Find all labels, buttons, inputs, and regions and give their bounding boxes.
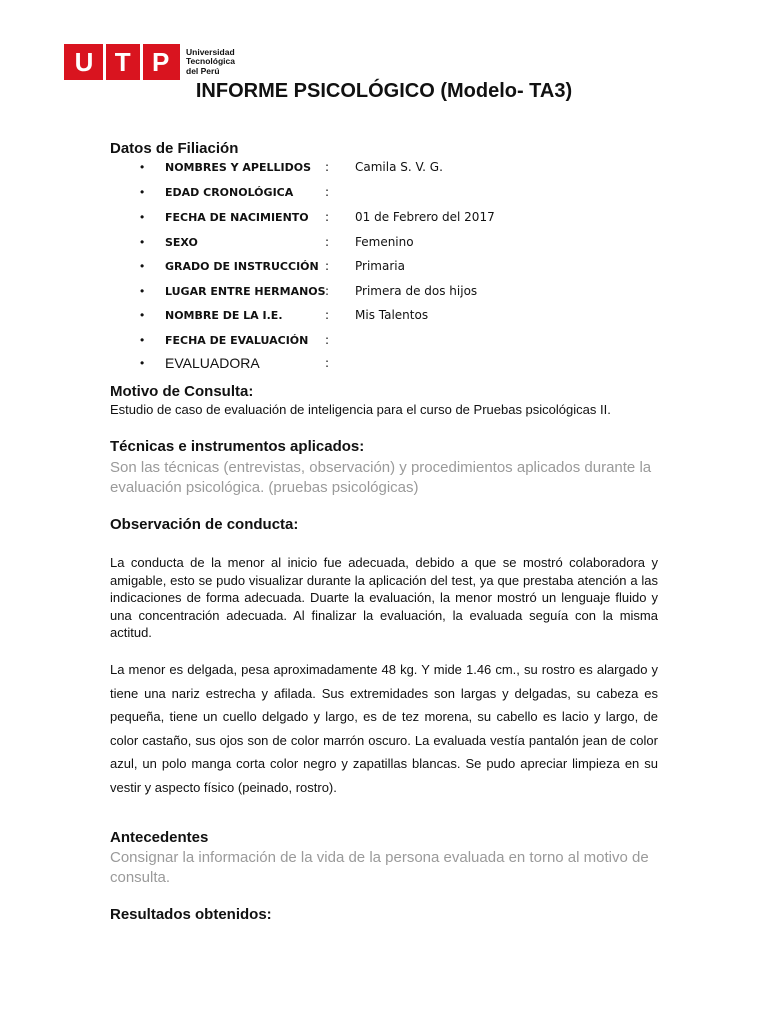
filiacion-item <box>140 282 477 300</box>
filiacion-value: Camila S. V. G. <box>355 160 443 174</box>
colon: : <box>325 185 330 199</box>
bullet-icon: • <box>140 259 145 273</box>
filiacion-label: FECHA DE NACIMIENTO <box>165 210 309 224</box>
filiacion-label: NOMBRES Y APELLIDOS <box>165 160 312 174</box>
logo-text-line: Universidad <box>186 46 235 57</box>
logo-separator <box>103 44 106 80</box>
utp-logo <box>64 44 235 80</box>
colon: : <box>325 235 330 249</box>
observacion-paragraph-1: La conducta de la menor al inicio fue adecuada, debido a que se mostró colaboradora y amigable, esto se pudo visualizar durante la aplicación del test, ya que prestaba atención a las indicaciones de forma adecuada. Duarte la evaluación, la menor mostró un lenguaje fluido y una concentración adecuada. Al finalizar la evaluación, la evaluada seguía con la misma actitud. <box>110 555 658 640</box>
colon: : <box>325 356 330 370</box>
bullet-icon: • <box>140 185 145 199</box>
motivo-text: Estudio de caso de evaluación de inteligencia para el curso de Pruebas psicológicas II. <box>110 402 611 417</box>
tecnicas-heading: Técnicas e instrumentos aplicados: <box>110 438 365 455</box>
antecedentes-text: Consignar la información de la vida de la persona evaluada en torno al motivo de consulta. <box>110 849 649 886</box>
filiacion-label: EVALUADORA <box>165 355 260 371</box>
observacion-paragraph-2: La menor es delgada, pesa aproximadamente 48 kg. Y mide 1.46 cm., su rostro es alargado y tiene una nariz estrecha y afilada. Sus extremidades son largas y delgadas, su cabeza es pequeña, tiene un cuello delgado y largo, es de tez morena, su cabello es lacio y largo, de color castaño, sus ojos son de color marrón oscuro. La evaluada vestía pantalón jean de color azul, un polo manga corta color negro y zapatillas blancas. Se pudo apreciar limpieza en su vestir y aspecto físico (peinado, rostro). <box>110 662 658 795</box>
filiacion-item <box>140 306 428 324</box>
bullet-icon: • <box>140 333 145 347</box>
colon: : <box>325 308 330 322</box>
tecnicas-text: Son las técnicas (entrevistas, observación) y procedimientos aplicados durante la evaluación psicológica. (pruebas psicológicas) <box>110 459 652 496</box>
filiacion-value: 01 de Febrero del 2017 <box>355 210 495 224</box>
antecedentes-heading: Antecedentes <box>110 829 209 846</box>
filiacion-label: EDAD CRONOLÓGICA <box>165 185 294 199</box>
bullet-icon: • <box>140 356 145 370</box>
colon: : <box>325 333 330 347</box>
bullet-icon: • <box>140 210 145 224</box>
filiacion-label: FECHA DE EVALUACIÓN <box>165 333 309 347</box>
filiacion-value: Femenino <box>355 235 414 249</box>
filiacion-item <box>140 354 355 372</box>
filiacion-item <box>140 233 414 251</box>
filiacion-item <box>140 257 405 275</box>
filiacion-item <box>140 183 355 201</box>
bullet-icon: • <box>140 308 145 322</box>
logo-text-line: Tecnológica <box>186 56 235 67</box>
logo-separator <box>140 44 143 80</box>
filiacion-item <box>140 158 443 176</box>
logo-letter-p: P <box>152 47 170 77</box>
bullet-icon: • <box>140 235 145 249</box>
filiacion-label: NOMBRE DE LA I.E. <box>165 308 283 322</box>
filiacion-item <box>140 208 495 226</box>
filiacion-value: Mis Talentos <box>355 308 429 322</box>
filiacion-label: GRADO DE INSTRUCCIÓN <box>165 259 319 273</box>
colon: : <box>325 210 330 224</box>
colon: : <box>325 259 330 273</box>
colon: : <box>325 284 330 298</box>
logo-letter-u: U <box>74 47 94 77</box>
filiacion-label: SEXO <box>165 235 198 249</box>
colon: : <box>325 160 330 174</box>
logo-letter-t: T <box>114 47 131 77</box>
filiacion-item <box>140 331 355 349</box>
utp-logo-mark <box>64 44 180 80</box>
resultados-heading: Resultados obtenidos: <box>110 906 272 923</box>
logo-text-line: del Perú <box>186 65 220 76</box>
motivo-heading: Motivo de Consulta: <box>110 383 254 400</box>
document-title: INFORME PSICOLÓGICO (Modelo- TA3) <box>195 80 573 102</box>
bullet-icon: • <box>140 284 145 298</box>
filiacion-heading: Datos de Filiación <box>110 140 239 157</box>
utp-logo-text <box>186 48 235 77</box>
filiacion-value: Primera de dos hijos <box>355 284 478 298</box>
bullet-icon: • <box>140 160 145 174</box>
observacion-heading: Observación de conducta: <box>110 516 299 533</box>
filiacion-label: LUGAR ENTRE HERMANOS <box>165 284 326 298</box>
filiacion-value: Primaria <box>355 259 405 273</box>
